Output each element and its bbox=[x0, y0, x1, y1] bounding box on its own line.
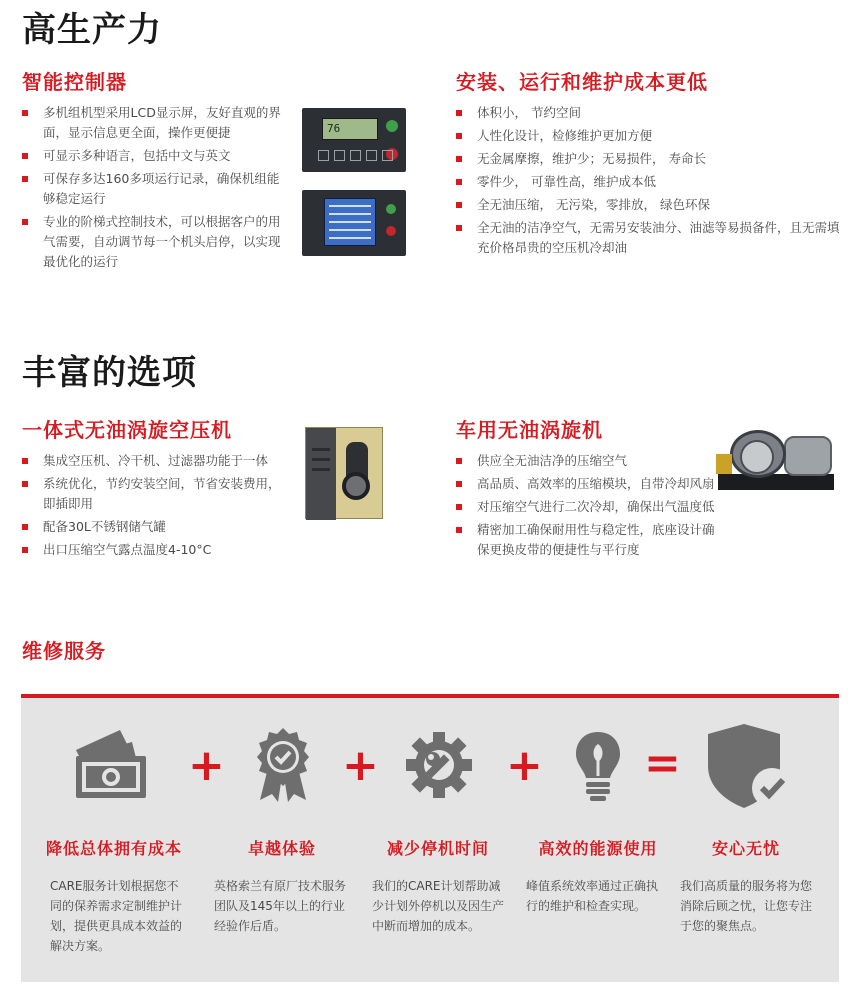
service-description: 我们高质量的服务将为您消除后顾之忧，让您专注于您的聚焦点。 bbox=[680, 879, 813, 933]
service-description: 峰值系统效率通过正确执行的维护和检查实现。 bbox=[526, 879, 659, 913]
shield-check-icon bbox=[704, 722, 792, 810]
section-title-options: 丰富的选项 bbox=[22, 353, 197, 393]
service-description: CARE服务计划根据您不同的保养需求定制维护计划，提供更具成本效益的解决方案。 bbox=[50, 879, 183, 953]
lightbulb-icon bbox=[572, 728, 624, 804]
list-item: 全无油的洁净空气，无需另安装油分、油滤等易损备件，且无需填充价格昂贵的空压机冷却油 bbox=[456, 218, 842, 258]
service-description: 英格索兰有原厂技术服务团队及145年以上的行业经验作后盾。 bbox=[214, 879, 347, 933]
service-title: 卓越体验 bbox=[247, 839, 316, 858]
money-icon bbox=[68, 728, 150, 804]
list-item: 零件少， 可靠性高，维护成本低 bbox=[456, 172, 842, 192]
vehicle-scroll-list bbox=[456, 451, 724, 563]
list-item: 人性化设计，检修维护更加方便 bbox=[456, 126, 842, 146]
service-title: 安心无忧 bbox=[711, 839, 780, 858]
list-item: 可显示多种语言，包括中文与英文 bbox=[22, 146, 284, 166]
blue-display-icon bbox=[324, 198, 376, 246]
gear-wrench-icon bbox=[404, 730, 474, 800]
list-item: 无金属摩擦，维护少；无易损件， 寿命长 bbox=[456, 149, 842, 169]
plus-operator: + bbox=[188, 740, 225, 791]
list-item: 全无油压缩， 无污染，零排放， 绿色环保 bbox=[456, 195, 842, 215]
touch-controller-image bbox=[302, 190, 406, 256]
stop-button-icon bbox=[386, 226, 396, 236]
lcd-controller-image bbox=[302, 108, 406, 172]
heading-integrated-scroll: 一体式无油涡旋空压机 bbox=[22, 418, 232, 442]
plus-operator: + bbox=[342, 740, 379, 791]
start-button-icon bbox=[386, 120, 398, 132]
list-item: 出口压缩空气露点温度4-10°C bbox=[22, 540, 284, 560]
list-item: 体积小， 节约空间 bbox=[456, 103, 842, 123]
list-item: 高品质、高效率的压缩模块，自带冷却风扇 bbox=[456, 474, 724, 494]
award-badge-icon bbox=[252, 726, 314, 804]
list-item: 配备30L不锈钢储气罐 bbox=[22, 517, 284, 537]
heading-lower-cost: 安装、运行和维护成本更低 bbox=[456, 70, 708, 94]
heading-vehicle-scroll: 车用无油涡旋机 bbox=[456, 418, 603, 442]
section-title-productivity: 高生产力 bbox=[22, 10, 162, 50]
list-item: 对压缩空气进行二次冷却，确保出气温度低 bbox=[456, 497, 724, 517]
service-title: 降低总体拥有成本 bbox=[45, 839, 182, 858]
service-title: 减少停机时间 bbox=[386, 839, 489, 858]
list-item: 可保存多达160多项运行记录，确保机组能够稳定运行 bbox=[22, 169, 284, 209]
list-item: 集成空压机、冷干机、过滤器功能于一体 bbox=[22, 451, 284, 471]
smart-controller-list bbox=[22, 103, 284, 275]
start-button-icon bbox=[386, 204, 396, 214]
lower-cost-list bbox=[456, 103, 842, 261]
list-item: 专业的阶梯式控制技术，可以根据客户的用气需要，自动调节每一个机头启停，以实现最优化的运行 bbox=[22, 212, 284, 272]
plus-operator: + bbox=[506, 740, 543, 791]
keypad-icon bbox=[318, 150, 393, 161]
list-item: 多机组机型采用LCD显示屏，友好直观的界面，显示信息更全面，操作更便捷 bbox=[22, 103, 284, 143]
service-title: 高效的能源使用 bbox=[538, 839, 658, 858]
integrated-scroll-list bbox=[22, 451, 284, 563]
heading-service: 维修服务 bbox=[22, 639, 106, 663]
lcd-readout: 76 bbox=[322, 118, 378, 140]
integrated-compressor-image bbox=[305, 427, 383, 519]
service-description: 我们的CARE计划帮助减少计划外停机以及因生产中断而增加的成本。 bbox=[372, 879, 505, 933]
list-item: 系统优化，节约安装空间，节省安装费用，即插即用 bbox=[22, 474, 284, 514]
vehicle-compressor-image bbox=[714, 420, 842, 494]
list-item: 供应全无油洁净的压缩空气 bbox=[456, 451, 724, 471]
equals-operator: = bbox=[644, 738, 681, 789]
list-item: 精密加工确保耐用性与稳定性，底座设计确保更换皮带的便捷性与平行度 bbox=[456, 520, 724, 560]
heading-smart-controller: 智能控制器 bbox=[22, 70, 127, 94]
